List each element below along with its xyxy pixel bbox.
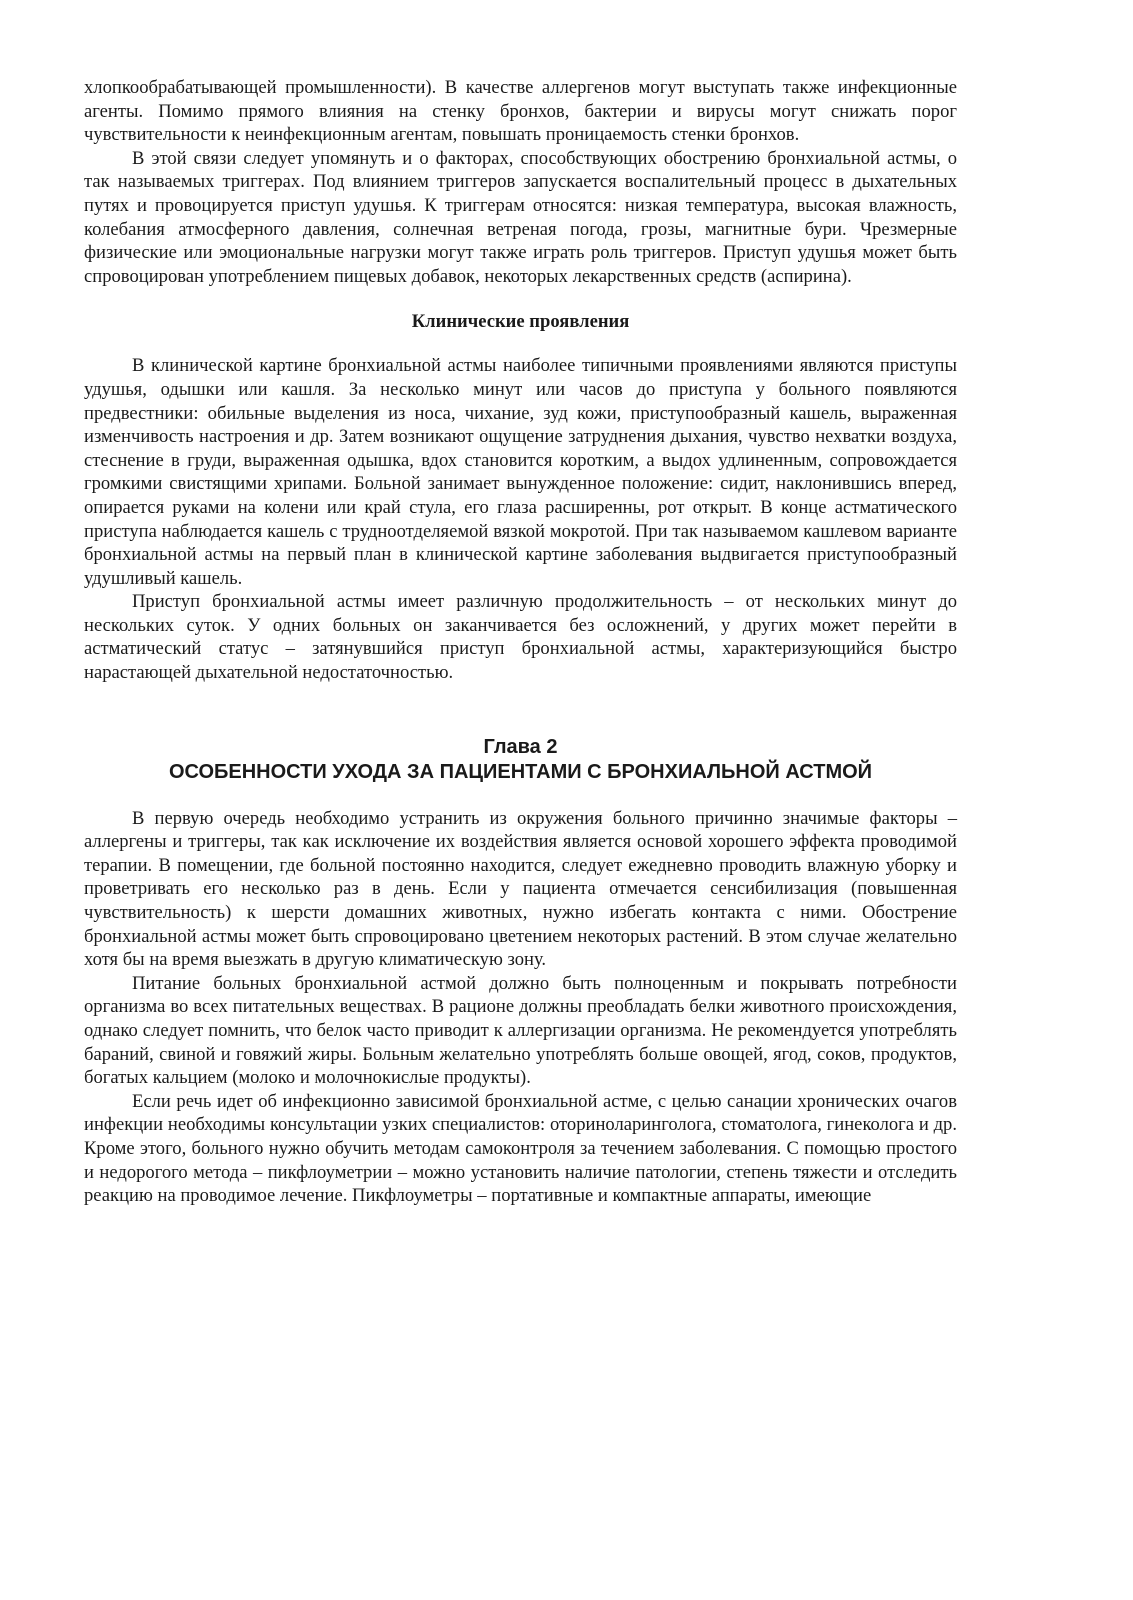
document-page <box>84 76 957 1208</box>
chapter-heading <box>84 735 957 785</box>
paragraph-attack-duration: Приступ бронхиальной астмы имеет различную продолжительность – от нескольких минут до нескольких суток. У одних больных он заканчивается без осложнений, у других может перейти в астматический статус – затянувшийся приступ бронхиальной астмы, характеризующийся быстро нарастающей дыхательной недостаточностью. <box>84 591 957 684</box>
chapter-title: ОСОБЕННОСТИ УХОДА ЗА ПАЦИЕНТАМИ С БРОНХИАЛЬНОЙ АСТМОЙ <box>168 760 873 783</box>
paragraph-clinical-picture: В клинической картине бронхиальной астмы наиболее типичными проявлениями являются приступы удушья, одышки или кашля. За несколько минут или часов до приступа у больного появляются предвестники: обильные выделения из носа, чихание, зуд кожи, приступообразный кашель, выраженная изменчивость настроения и др. Затем возникают ощущение затруднения дыхания, чувство нехватки воздуха, стеснение в груди, выраженная одышка, вдох становится коротким, а выдох удлиненным, сопровождается громкими свистящими хрипами. Больной занимает вынужденное положение: сидит, наклонившись вперед, опирается руками на колени или край стула, его глаза расширенны, рот открыт. В конце астматического приступа наблюдается кашель с трудноотделяемой вязкой мокротой. При так называемом кашлевом варианте бронхиальной астмы на первый план в клинической картине заболевания выдвигается приступообразный удушливый кашель. <box>84 355 957 589</box>
paragraph-allergen-elimination: В первую очередь необходимо устранить из окружения больного причинно значимые факторы – аллергены и триггеры, так как исключение их воздействия является основой хорошего эффекта проводимой терапии. В помещении, где больной постоянно находится, следует ежедневно проводить влажную уборку и проветривать его несколько раз в день. Если у пациента отмечается сенсибилизация (повышенная чувствительность) к шерсти домашних животных, нужно избегать контакта с ними. Обострение бронхиальной астмы может быть спровоцировано цветением некоторых растений. В этом случае желательно хотя бы на время выезжать в другую климатическую зону. <box>84 807 957 971</box>
paragraph-triggers: В этой связи следует упомянуть и о факторах, способствующих обострению бронхиальной астмы, о так называемых триггерах. Под влиянием триггеров запускается воспалительный процесс в дыхательных путях и провоцируется приступ удушья. К триггерам относятся: низкая температура, высокая влажность, колебания атмосферного давления, солнечная ветреная погода, грозы, магнитные бури. Чрезмерные физические или эмоциональные нагрузки могут также играть роль триггеров. Приступ удушья может быть спровоцирован употреблением пищевых добавок, некоторых лекарственных средств (аспирина). <box>84 147 957 287</box>
paragraph-self-monitoring: Если речь идет об инфекционно зависимой бронхиальной астме, с целью санации хронических очагов инфекции необходимы консультации узких специалистов: оториноларинголога, стоматолога, гинеколога и др. Кроме этого, больного нужно обучить методам самоконтроля за течением заболевания. С помощью простого и недорогого метода – пикфлоуметрии – можно установить наличие патологии, степень тяжести и отследить реакцию на проводимое лечение. Пикфлоуметры – портативные и компактные аппараты, имеющие <box>84 1090 957 1207</box>
paragraph-continuation: хлопкообрабатывающей промышленности). В качестве аллергенов могут выступать также инфекционные агенты. Помимо прямого влияния на стенку бронхов, бактерии и вирусы могут снижать порог чувствительности к неинфекционным агентам, повышать проницаемость стенки бронхов. <box>84 77 957 146</box>
section-heading: Клинические проявления <box>411 311 630 333</box>
paragraph-nutrition: Питание больных бронхиальной астмой должно быть полноценным и покрывать потребности организма во всех питательных веществах. В рационе должны преобладать белки животного происхождения, однако следует помнить, что белок часто приводит к аллергизации организма. Не рекомендуется употреблять бараний, свиной и говяжий жиры. Больным желательно употреблять больше овощей, ягод, соков, продуктов, богатых кальцием (молоко и молочнокислые продукты). <box>84 972 957 1089</box>
chapter-number: Глава 2 <box>483 735 558 758</box>
